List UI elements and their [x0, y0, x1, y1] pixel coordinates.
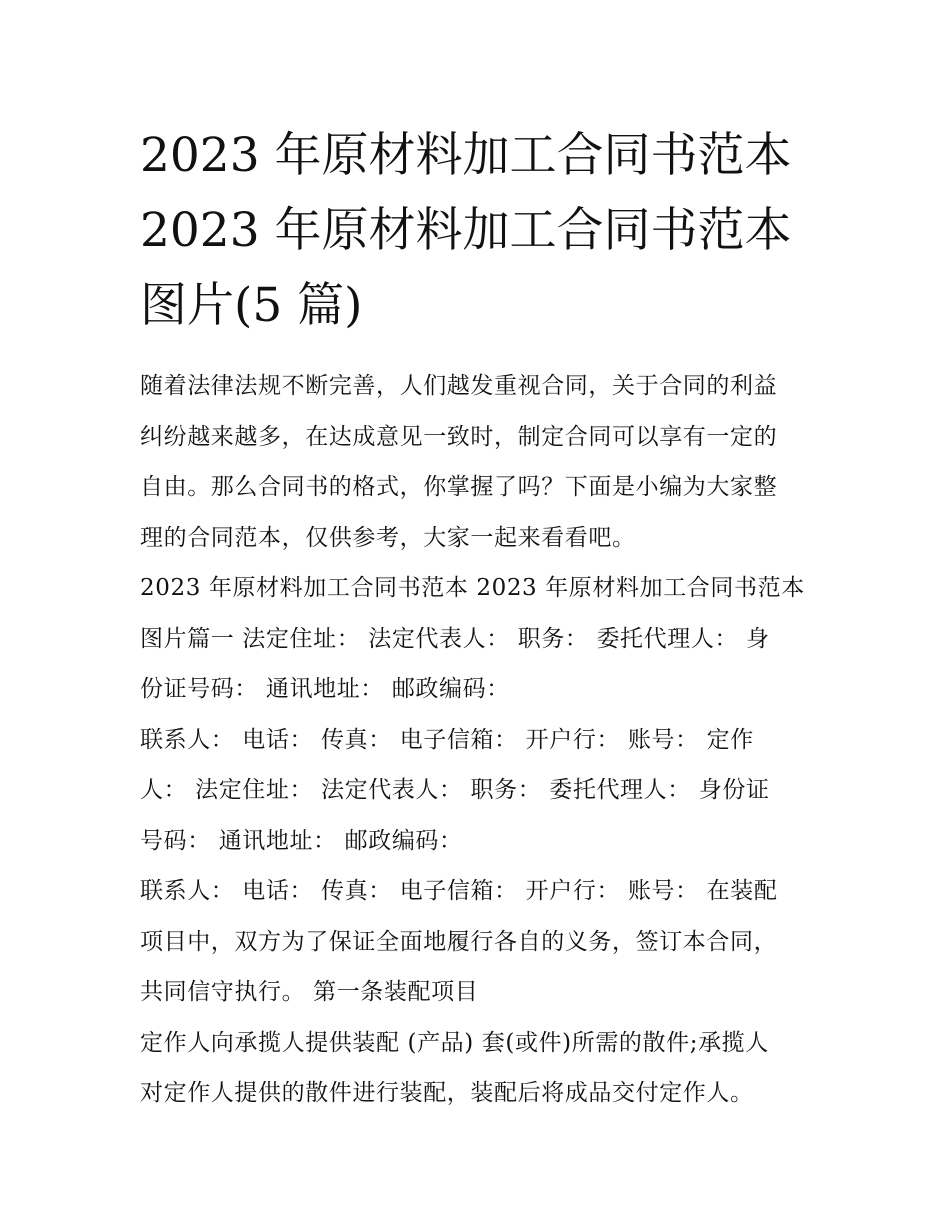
text-line: 理的合同范本，仅供参考，大家一起来看看吧。	[140, 524, 636, 551]
title-line: 图片(5 篇)	[140, 278, 363, 333]
text-line: 联系人： 电话： 传真： 电子信箱： 开户行： 账号： 在装配	[140, 878, 778, 904]
text-line: 人： 法定住址： 法定代表人： 职务： 委托代理人： 身份证	[140, 777, 770, 803]
text-line: 对定作人提供的散件进行装配，装配后将成品交付定作人。	[140, 1080, 754, 1106]
text-line: 共同信守执行。 第一条装配项目	[140, 979, 479, 1005]
text-line: 图片篇一 法定住址： 法定代表人： 职务： 委托代理人： 身	[140, 625, 770, 652]
article-paragraph	[140, 1018, 815, 1119]
party-b-paragraph	[140, 715, 815, 867]
intro-paragraph	[140, 361, 815, 563]
text-line: 定作人向承揽人提供装配 (产品) 套(或件)所需的散件;承揽人	[140, 1029, 769, 1056]
text-line: 项目中，双方为了保证全面地履行各自的义务，签订本合同，	[140, 928, 778, 955]
text-line: 份证号码： 通讯地址： 邮政编码：	[140, 676, 510, 702]
text-line: 自由。那么合同书的格式，你掌握了吗？下面是小编为大家整	[140, 474, 778, 500]
title-line: 2023 年原材料加工合同书范本	[140, 128, 792, 183]
text-line: 随着法律法规不断完善，人们越发重视合同，关于合同的利益	[140, 373, 778, 399]
title-line: 2023 年原材料加工合同书范本	[140, 203, 792, 258]
text-line: 纠纷越来越多，在达成意见一致时，制定合同可以享有一定的	[140, 423, 778, 450]
contact-paragraph	[140, 866, 815, 1018]
document-title	[140, 118, 815, 343]
document-page	[140, 118, 815, 1119]
text-line: 2023 年原材料加工合同书范本 2023 年原材料加工合同书范本	[140, 575, 805, 601]
text-line: 联系人： 电话： 传真： 电子信箱： 开户行： 账号： 定作	[140, 726, 754, 753]
party-a-paragraph	[140, 563, 815, 715]
text-line: 号码： 通讯地址： 邮政编码：	[140, 827, 463, 854]
